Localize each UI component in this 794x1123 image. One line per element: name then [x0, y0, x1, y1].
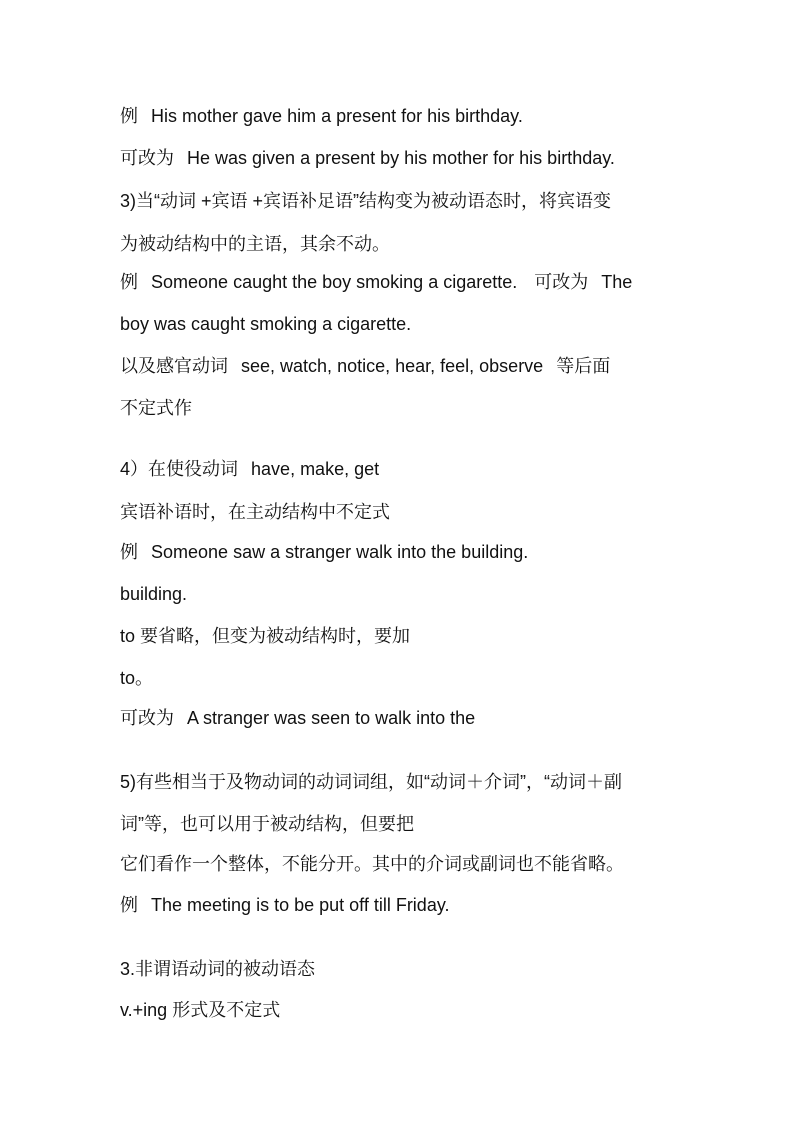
rule-4-label: 4）在使役动词: [120, 459, 239, 479]
causative-verbs-list: have, make, get: [251, 459, 380, 479]
rule-4-line-1: [120, 455, 710, 483]
rule-3-line-1: 3)当“动词 +宾语 +宾语补足语”结构变为被动语态时，将宾语变: [120, 191, 612, 211]
rewrite-line-1: [120, 144, 710, 172]
rewrite-sentence-start: The: [601, 272, 633, 292]
rule-5-line-1: 5)有些相当于及物动词的动词词组，如“动词＋介词”，“动词＋副: [120, 772, 622, 792]
example-sentence: His mother gave him a present for his birthday.: [151, 106, 523, 126]
sense-verbs-list: see, watch, notice, hear, feel, observe: [241, 356, 544, 376]
rule-4-line-2: 宾语补语时，在主动结构中不定式: [120, 502, 390, 522]
rule-3-line-2: 为被动结构中的主语，其余不动。: [120, 234, 390, 254]
rewrite-label: 可改为: [120, 148, 174, 168]
example-sentence: Someone saw a stranger walk into the building.: [151, 542, 529, 562]
example-sentence: Someone caught the boy smoking a cigarette.: [151, 272, 518, 292]
example-label: 例: [120, 542, 138, 562]
rewrite-label: 可改为: [534, 272, 589, 292]
rule-5-line-2: 词”等，也可以用于被动结构，但要把: [120, 814, 414, 834]
example-line-1: [120, 102, 710, 130]
sense-verbs-tail: 等后面: [556, 356, 611, 376]
infinitive-line: 不定式作: [120, 398, 192, 418]
rewrite-label: 可改为: [120, 708, 174, 728]
sense-verbs-line: [120, 352, 710, 380]
sense-verbs-label: 以及感官动词: [120, 356, 228, 376]
rewrite-sentence: A stranger was seen to walk into the: [187, 708, 476, 728]
rewrite-line-3: [120, 704, 710, 732]
rewrite-sentence-continued: boy was caught smoking a cigarette.: [120, 314, 412, 334]
example-line-2: [120, 268, 710, 296]
to-omitted-line: to 要省略，但变为被动结构时，要加: [120, 626, 411, 646]
building-line: building.: [120, 584, 188, 604]
example-line-3: [120, 538, 710, 566]
to-line: to。: [120, 668, 154, 688]
rewrite-sentence: He was given a present by his mother for his birthday.: [187, 148, 615, 168]
section-3-subline: v.+ing 形式及不定式: [120, 1000, 281, 1020]
example-label: 例: [120, 106, 138, 126]
example-sentence: The meeting is to be put off till Friday.: [151, 895, 450, 915]
example-label: 例: [120, 895, 138, 915]
example-line-4: [120, 891, 710, 919]
rule-5-line-3: 它们看作一个整体，不能分开。其中的介词或副词也不能省略。: [120, 854, 624, 874]
section-3-heading: 3.非谓语动词的被动语态: [120, 959, 316, 979]
example-label: 例: [120, 272, 138, 292]
